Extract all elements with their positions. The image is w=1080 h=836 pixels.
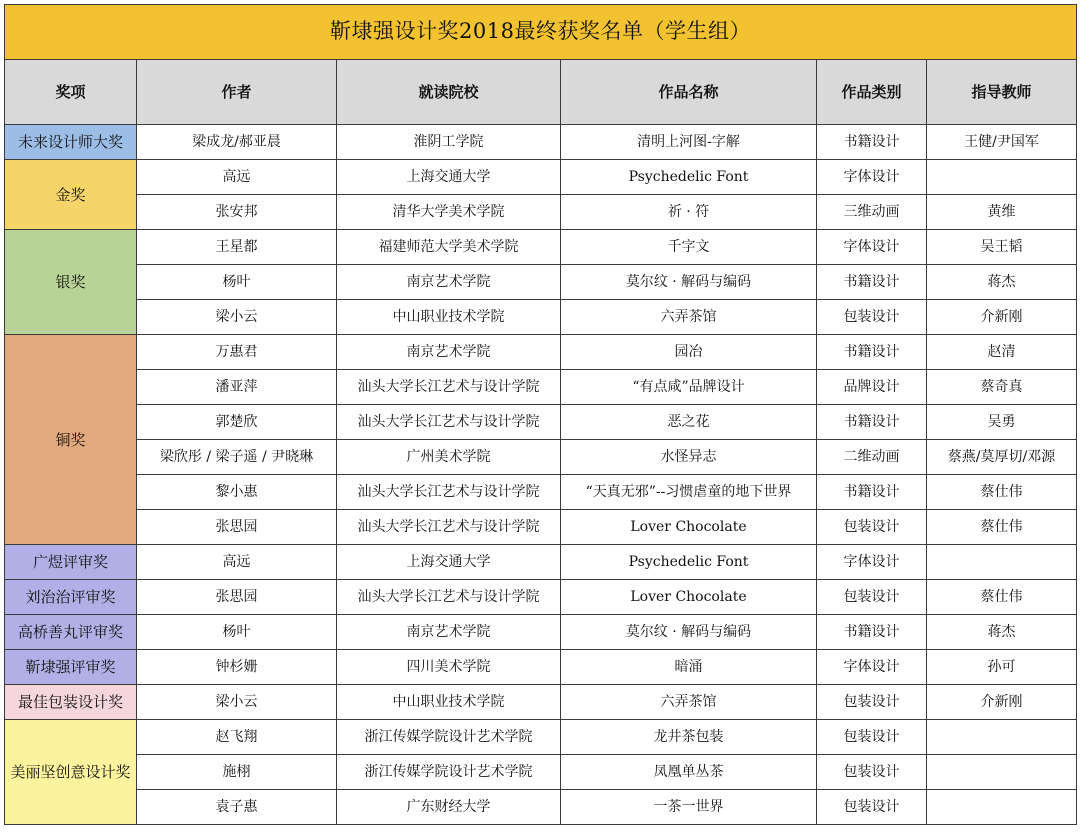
- teacher-cell: [927, 755, 1077, 790]
- category-cell: 品牌设计: [817, 370, 927, 405]
- author-cell: 梁欣彤 / 梁子遥 / 尹晓琳: [137, 440, 337, 475]
- school-cell: 清华大学美术学院: [337, 195, 561, 230]
- table-row: [5, 545, 1077, 580]
- table-row: [5, 650, 1077, 685]
- work-cell: Lover Chocolate: [561, 510, 817, 545]
- table-row: [5, 195, 1077, 230]
- school-cell: 福建师范大学美术学院: [337, 230, 561, 265]
- award-table: [4, 4, 1077, 825]
- award-cell: 金奖: [5, 160, 137, 230]
- category-cell: 书籍设计: [817, 475, 927, 510]
- school-cell: 汕头大学长江艺术与设计学院: [337, 580, 561, 615]
- author-cell: 钟杉姗: [137, 650, 337, 685]
- author-cell: 王星都: [137, 230, 337, 265]
- author-cell: 黎小惠: [137, 475, 337, 510]
- teacher-cell: 孙可: [927, 650, 1077, 685]
- work-cell: 祈 · 符: [561, 195, 817, 230]
- category-cell: 字体设计: [817, 650, 927, 685]
- author-cell: 袁子惠: [137, 790, 337, 825]
- table-row: [5, 510, 1077, 545]
- work-cell: Lover Chocolate: [561, 580, 817, 615]
- category-cell: 包装设计: [817, 685, 927, 720]
- author-cell: 杨叶: [137, 265, 337, 300]
- table-row: [5, 720, 1077, 755]
- work-cell: 千字文: [561, 230, 817, 265]
- table-row: [5, 580, 1077, 615]
- header-work: 作品名称: [561, 60, 817, 125]
- author-cell: 施栩: [137, 755, 337, 790]
- work-cell: 龙井茶包装: [561, 720, 817, 755]
- header-row: [5, 60, 1077, 125]
- teacher-cell: 蔡仕伟: [927, 510, 1077, 545]
- teacher-cell: 介新刚: [927, 685, 1077, 720]
- category-cell: 书籍设计: [817, 335, 927, 370]
- table-row: [5, 160, 1077, 195]
- author-cell: 赵飞翔: [137, 720, 337, 755]
- school-cell: 上海交通大学: [337, 545, 561, 580]
- award-cell: 广煜评审奖: [5, 545, 137, 580]
- table-row: [5, 230, 1077, 265]
- category-cell: 包装设计: [817, 755, 927, 790]
- table-row: [5, 405, 1077, 440]
- table-body: [5, 125, 1077, 825]
- school-cell: 汕头大学长江艺术与设计学院: [337, 370, 561, 405]
- school-cell: 汕头大学长江艺术与设计学院: [337, 475, 561, 510]
- teacher-cell: [927, 790, 1077, 825]
- teacher-cell: 吴王韬: [927, 230, 1077, 265]
- teacher-cell: 王健/尹国军: [927, 125, 1077, 160]
- school-cell: 上海交通大学: [337, 160, 561, 195]
- author-cell: 万惠君: [137, 335, 337, 370]
- category-cell: 书籍设计: [817, 265, 927, 300]
- teacher-cell: 介新刚: [927, 300, 1077, 335]
- award-cell: 未来设计师大奖: [5, 125, 137, 160]
- category-cell: 包装设计: [817, 790, 927, 825]
- school-cell: 四川美术学院: [337, 650, 561, 685]
- table-row: [5, 370, 1077, 405]
- author-cell: 高远: [137, 160, 337, 195]
- teacher-cell: 蒋杰: [927, 265, 1077, 300]
- teacher-cell: 蔡仕伟: [927, 580, 1077, 615]
- work-cell: 六弄茶馆: [561, 685, 817, 720]
- work-cell: 园冶: [561, 335, 817, 370]
- award-list-sheet: [4, 4, 1076, 832]
- school-cell: 南京艺术学院: [337, 335, 561, 370]
- school-cell: 淮阴工学院: [337, 125, 561, 160]
- teacher-cell: 吴勇: [927, 405, 1077, 440]
- category-cell: 包装设计: [817, 720, 927, 755]
- work-cell: 水怪异志: [561, 440, 817, 475]
- work-cell: 凤凰单丛茶: [561, 755, 817, 790]
- award-cell: 铜奖: [5, 335, 137, 545]
- teacher-cell: 蔡仕伟: [927, 475, 1077, 510]
- table-row: [5, 265, 1077, 300]
- school-cell: 汕头大学长江艺术与设计学院: [337, 405, 561, 440]
- teacher-cell: [927, 545, 1077, 580]
- author-cell: 张安邦: [137, 195, 337, 230]
- table-row: [5, 615, 1077, 650]
- teacher-cell: [927, 720, 1077, 755]
- school-cell: 浙江传媒学院设计艺术学院: [337, 755, 561, 790]
- table-row: [5, 685, 1077, 720]
- work-cell: 一茶一世界: [561, 790, 817, 825]
- table-row: [5, 440, 1077, 475]
- school-cell: 浙江传媒学院设计艺术学院: [337, 720, 561, 755]
- school-cell: 中山职业技术学院: [337, 300, 561, 335]
- award-cell: 美丽坚创意设计奖: [5, 720, 137, 825]
- teacher-cell: 黄维: [927, 195, 1077, 230]
- author-cell: 杨叶: [137, 615, 337, 650]
- category-cell: 书籍设计: [817, 405, 927, 440]
- author-cell: 潘亚萍: [137, 370, 337, 405]
- category-cell: 包装设计: [817, 580, 927, 615]
- school-cell: 广东财经大学: [337, 790, 561, 825]
- author-cell: 张思园: [137, 580, 337, 615]
- work-cell: Psychedelic Font: [561, 160, 817, 195]
- author-cell: 梁成龙/郝亚晨: [137, 125, 337, 160]
- author-cell: 郭楚欣: [137, 405, 337, 440]
- author-cell: 高远: [137, 545, 337, 580]
- work-cell: Psychedelic Font: [561, 545, 817, 580]
- table-row: [5, 790, 1077, 825]
- school-cell: 广州美术学院: [337, 440, 561, 475]
- table-title: 靳埭强设计奖2018最终获奖名单（学生组）: [5, 5, 1077, 60]
- category-cell: 字体设计: [817, 160, 927, 195]
- header-award: 奖项: [5, 60, 137, 125]
- table-row: [5, 475, 1077, 510]
- category-cell: 字体设计: [817, 545, 927, 580]
- work-cell: 六弄茶馆: [561, 300, 817, 335]
- author-cell: 梁小云: [137, 300, 337, 335]
- category-cell: 书籍设计: [817, 615, 927, 650]
- category-cell: 包装设计: [817, 510, 927, 545]
- award-cell: 银奖: [5, 230, 137, 335]
- teacher-cell: 蔡燕/莫厚切/邓源: [927, 440, 1077, 475]
- work-cell: 清明上河图-字解: [561, 125, 817, 160]
- work-cell: 莫尔纹 · 解码与编码: [561, 265, 817, 300]
- work-cell: “天真无邪”--习惯虐童的地下世界: [561, 475, 817, 510]
- table-row: [5, 125, 1077, 160]
- category-cell: 书籍设计: [817, 125, 927, 160]
- award-cell: 高桥善丸评审奖: [5, 615, 137, 650]
- table-row: [5, 755, 1077, 790]
- school-cell: 汕头大学长江艺术与设计学院: [337, 510, 561, 545]
- award-cell: 刘治治评审奖: [5, 580, 137, 615]
- teacher-cell: [927, 160, 1077, 195]
- school-cell: 中山职业技术学院: [337, 685, 561, 720]
- teacher-cell: 蒋杰: [927, 615, 1077, 650]
- teacher-cell: 赵清: [927, 335, 1077, 370]
- work-cell: 暗涌: [561, 650, 817, 685]
- table-row: [5, 335, 1077, 370]
- work-cell: “有点咸”品牌设计: [561, 370, 817, 405]
- category-cell: 字体设计: [817, 230, 927, 265]
- award-cell: 最佳包装设计奖: [5, 685, 137, 720]
- category-cell: 二维动画: [817, 440, 927, 475]
- teacher-cell: 蔡奇真: [927, 370, 1077, 405]
- category-cell: 三维动画: [817, 195, 927, 230]
- award-cell: 靳埭强评审奖: [5, 650, 137, 685]
- header-category: 作品类别: [817, 60, 927, 125]
- work-cell: 恶之花: [561, 405, 817, 440]
- table-row: [5, 300, 1077, 335]
- author-cell: 梁小云: [137, 685, 337, 720]
- category-cell: 包装设计: [817, 300, 927, 335]
- header-author: 作者: [137, 60, 337, 125]
- work-cell: 莫尔纹 · 解码与编码: [561, 615, 817, 650]
- school-cell: 南京艺术学院: [337, 615, 561, 650]
- header-school: 就读院校: [337, 60, 561, 125]
- header-teacher: 指导教师: [927, 60, 1077, 125]
- school-cell: 南京艺术学院: [337, 265, 561, 300]
- author-cell: 张思园: [137, 510, 337, 545]
